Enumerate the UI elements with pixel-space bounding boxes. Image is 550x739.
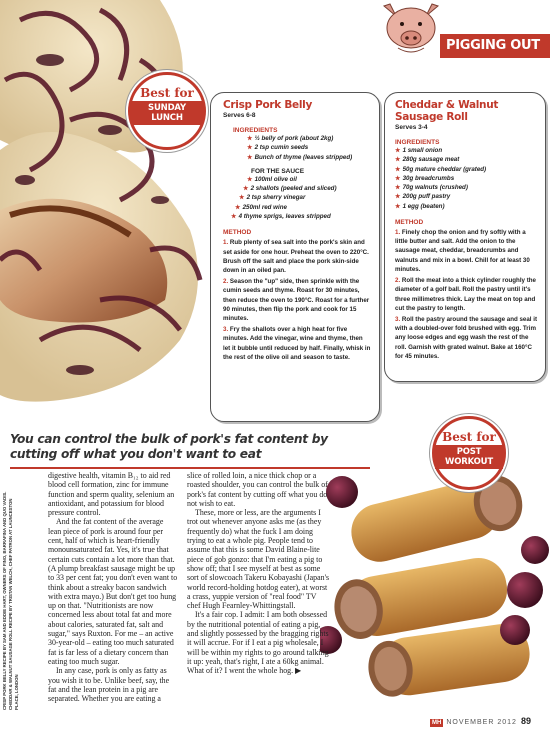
paragraph: In any case, pork is only as fatty as you wish it to be. Unlike beef, say, the fat and the lean protein in a pig are separated. Whether you are eating a [48,666,170,704]
sausage-roll-photo [320,440,550,700]
method-heading: METHOD [223,229,252,237]
ingredient-item: ★ 1 egg (beaten) [395,202,445,210]
recipe-serves: Serves 6-8 [223,112,256,119]
pig-head-illustration [376,0,446,58]
issue-date: NOVEMBER 2012 [446,719,517,726]
star-bullet-icon: ★ [239,194,245,202]
sauce-item: ★ 100ml olive oil [247,175,297,183]
sauce-item: ★ 250ml red wine [235,203,287,211]
sauce-item: ★ 2 tsp sherry vinegar [239,194,306,202]
method-step: 1. Finely chop the onion and fry softly with a little butter and salt. Add the onion to the sausage meat, cheddar, breadcrumbs and walnuts and mix in a bowl. Chill for at least 30 minutes. [395,229,530,273]
star-bullet-icon: ★ [395,174,401,182]
badge-line1: Best for [442,430,496,444]
badge-sunday-lunch [128,72,206,150]
sauce-item: ★ 4 thyme sprigs, leaves stripped [231,213,331,221]
star-bullet-icon: ★ [247,175,253,183]
star-bullet-icon: ★ [235,203,241,211]
paragraph: And the fat content of the average lean piece of pork is around four per cent, half of which is heart-friendly monounsaturated fat. Yes, it's true that certain cuts contain a lot more than that. (A plump breakfast sausage might be up to 33 per cent fat; you don't even want to think about a streaky bacon sandwich with extra mayo.) But don't get too hung up on that. "Nutritionists are now concerned less about total fat and more about calories, saturated fat, salt and sugar," says Ruxton. For me – an active 30-year-old – eating too much saturated fat is far less of a dietary concern than eating too much sugar. [48,517,178,666]
paragraph: These, more or less, are the arguments I trot out whenever anyone asks me (as they frequently do) what the fuck I am doing trying to eat a whole pig. People tend to assume that this is some David Blaine-lite piece of gob gonzo: that I'm eating a pig to show off; that I see myself at best as some sort of slowcoach Takeru Kobayashi (Japan's world record-holding hotdog eater), at worst a crass, yuppie version of "real food" TV chef Hugh Fearnley-Whittingstall. [187,508,330,611]
recipe-serves: Serves 3-4 [395,124,428,131]
star-bullet-icon: ★ [395,193,401,201]
section-header: PIGGING OUT [440,34,550,58]
ingredient-item: ★ 280g sausage meat [395,156,460,164]
paragraph: digestive health, vitamin B₁₂ to aid red blood cell formation, zinc for immune function and sperm quality, selenium an antioxidant, and potassium for blood pressure control. [48,471,175,518]
ingredient-item: ★ ½ belly of pork (about 2kg) [247,135,334,142]
star-bullet-icon: ★ [247,135,253,142]
ingredient-item: ★ 30g breadcrumbs [395,174,455,182]
recipe-card-sausage-roll [384,92,546,382]
star-bullet-icon: ★ [395,184,401,192]
star-bullet-icon: ★ [231,213,237,221]
method-step: 3. Roll the pastry around the sausage and seal it with a doubled-over fold brushed with egg. Trim any loose edges and egg wash the rest of the roll. Garnish with grated walnut. Bake at 160°C for 45 minutes. [395,315,538,360]
pull-quote: You can control the bulk of pork's fat content by cutting off what you don't want to eat [10,432,328,461]
star-bullet-icon: ★ [395,165,401,173]
badge-line2: POST WORKOUT [435,445,503,469]
sauce-item: ★ 2 shallots (peeled and sliced) [243,185,337,193]
star-bullet-icon: ★ [395,202,401,210]
star-bullet-icon: ★ [395,156,401,164]
article-column-1 [48,471,178,703]
ingredient-item: ★ 50g mature cheddar (grated) [395,165,487,173]
ingredient-item: ★ 2 tsp cumin seeds [247,144,309,152]
star-bullet-icon: ★ [243,185,249,193]
badge-line1: Best for [140,86,194,100]
ingredient-item: ★ 1 small onion [395,147,443,154]
method-step: 1. Rub plenty of sea salt into the pork's skin and set aside for one hour. Preheat the oven to 220°C. Brush off the salt and place the pork skin-side down in an oiled pan. [223,239,369,274]
method-step: 2. Season the "up" side, then sprinkle with the cumin seeds and thyme. Roast for 30 minutes, then reduce the oven to 190°C. Roast for a further 90 minutes, then flip the pork and cook for 15 minutes. [223,278,370,322]
ingredient-item: ★ Bunch of thyme (leaves stripped) [247,153,353,161]
pull-quote-rule [10,467,370,469]
recipe-card-pork-belly [210,92,380,422]
method-step: 3. Fry the shallots over a high heat for five minutes. Add the vinegar, wine and thyme, then let it bubble until reduced by half. Finally, whisk in the rest of the olive oil and season to taste. [223,326,371,361]
star-bullet-icon: ★ [395,147,401,154]
recipe-credit [2,490,42,710]
recipe-title: Crisp Pork Belly [223,99,312,111]
pork-belly-photo [0,0,235,420]
magazine-logo: MH [432,720,442,726]
method-heading: METHOD [395,219,424,227]
ingredients-heading: INGREDIENTS [233,127,278,134]
ingredient-item: ★ 200g puff pastry [395,193,451,201]
paragraph: slice of rolled loin, a nice thick chop or a roasted shoulder, you can control the bulk of pork's fat content by cutting off what you do not wish to eat. [187,471,328,508]
recipe-title: Cheddar & Walnut Sausage Roll [395,99,499,123]
ingredient-item: ★ 70g walnuts (crushed) [395,184,468,192]
star-bullet-icon: ★ [247,153,253,161]
badge-post-workout [432,416,506,490]
ingredients-heading: INGREDIENTS [395,139,440,146]
page-number: 89 [520,716,531,726]
sauce-heading: FOR THE SAUCE [251,167,305,175]
paragraph: It's a fair cop. I admit: I am both obsessed by the nutritional potential of eating a pig, and slightly possessed by the bragging rights it will accrue. For if I eat a pig wholesale, I will be within my rights to go around talking it up: yeah, that's right, I ate a 60kg animal. What of it? I went the whole hog. ▶ [187,610,329,676]
recipe-credit-text: CRISP PORK BELLY RECIPE BY SAM AND EDDIE HART, OWNERS OF FINO, BARRAFINA AND QUO VADIS. CHEDDAR & WALNUT SAUSAGE ROLL RECIPE BY TRISTAN WELCH, CHEF PATRON AT LAUNCESTON PLACE, LONDON [2,491,19,710]
method-step: 2. Roll the meat into a thick cylinder roughly the diameter of a golf ball. Roll the pastry until it's three millimetres thick. Lay the meat on top and cut the pastry to length. [395,277,536,312]
article-column-2 [187,471,331,676]
page-footer [430,716,550,727]
star-bullet-icon: ★ [247,144,253,152]
badge-line2: SUNDAY LUNCH [131,101,203,125]
